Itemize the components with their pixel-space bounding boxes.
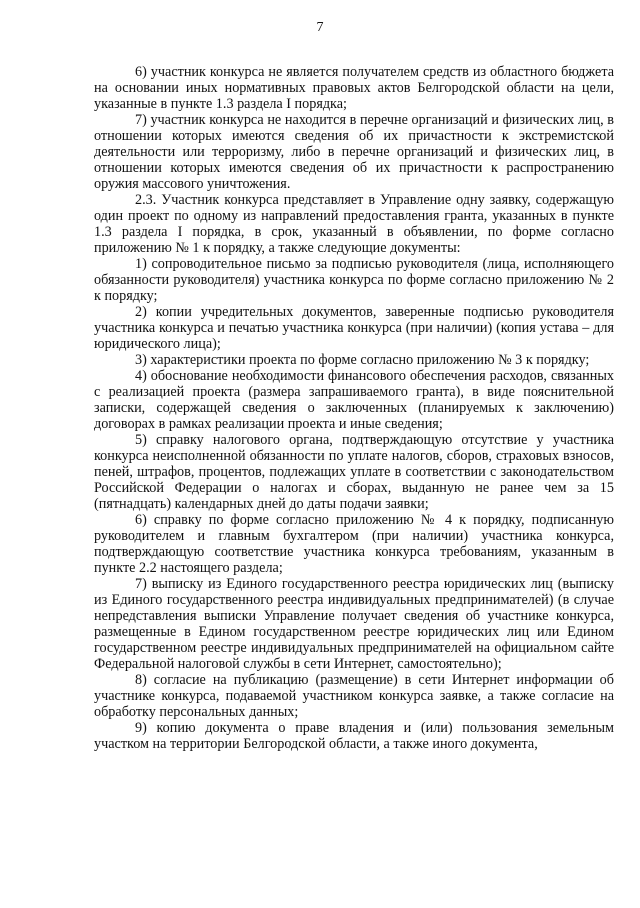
paragraph-doc-2-founding-documents: 2) копии учредительных документов, заверенные подписью руководителя участника конкурса и печатью участника конкурса (при наличии) (копия устава – для юридического лица); (94, 304, 614, 352)
paragraph-doc-5-tax-certificate: 5) справку налогового органа, подтверждающую отсутствие у участника конкурса неисполненной обязанности по уплате налогов, сборов, страховых взносов, пеней, штрафов, процентов, подлежащих уплате в соответствии с законодательством Российской Федерации о налогах и сборах, выданную не ранее чем за 15 (пятнадцать) календарных дней до даты подачи заявки; (94, 432, 614, 512)
paragraph-doc-9-land-rights: 9) копию документа о праве владения и (или) пользования земельным участком на территории Белгородской области, а также иного документа, (94, 720, 614, 752)
paragraph-doc-7-registry-extract: 7) выписку из Единого государственного реестра юридических лиц (выписку из Единого государственного реестра индивидуальных предпринимателей) (в случае непредставления выписки Управление получает сведения об участнике конкурса, размещенные в Едином государственном реестре юридических лиц или Едином государственном реестре индивидуальных предпринимателей на официальном сайте Федеральной налоговой службы в сети Интернет, самостоятельно); (94, 576, 614, 672)
paragraph-doc-4-financial-justification: 4) обоснование необходимости финансового обеспечения расходов, связанных с реализацией проекта (размера запрашиваемого гранта), в виде пояснительной записки, содержащей сведения о заключенных (планируемых к заключению) договорах в рамках реализации проекта и иные сведения; (94, 368, 614, 432)
paragraph-doc-1-cover-letter: 1) сопроводительное письмо за подписью руководителя (лица, исполняющего обязанности руководителя) участника конкурса по форме согласно приложению № 2 к порядку; (94, 256, 614, 304)
paragraph-item-6-budget: 6) участник конкурса не является получателем средств из областного бюджета на основании иных нормативных правовых актов Белгородской области на цели, указанные в пункте 1.3 раздела I порядка; (94, 64, 614, 112)
paragraph-item-7-extremism-list: 7) участник конкурса не находится в перечне организаций и физических лиц, в отношении которых имеются сведения об их причастности к экстремистской деятельности или терроризму, либо в перечне организаций и физических лиц, в отношении которых имеются сведения об их причастности к распространению оружия массового уничтожения. (94, 112, 614, 192)
document-body (94, 64, 614, 752)
page-number: 7 (316, 20, 324, 35)
paragraph-doc-6-compliance-certificate: 6) справку по форме согласно приложению № 4 к порядку, подписанную руководителем и главным бухгалтером (при наличии) участника конкурса, подтверждающую соответствие участника конкурса требованиям, указанным в пункте 2.2 настоящего раздела; (94, 512, 614, 576)
paragraph-doc-8-publication-consent: 8) согласие на публикацию (размещение) в сети Интернет информации об участнике конкурса, подаваемой участником конкурса заявке, а также согласие на обработку персональных данных; (94, 672, 614, 720)
paragraph-section-2-3: 2.3. Участник конкурса представляет в Управление одну заявку, содержащую один проект по одному из направлений предоставления гранта, указанных в пункте 1.3 раздела I порядка, в срок, указанный в объявлении, по форме согласно приложению № 1 к порядку, а также следующие документы: (94, 192, 614, 256)
paragraph-doc-3-project-characteristics: 3) характеристики проекта по форме согласно приложению № 3 к порядку; (135, 352, 590, 368)
